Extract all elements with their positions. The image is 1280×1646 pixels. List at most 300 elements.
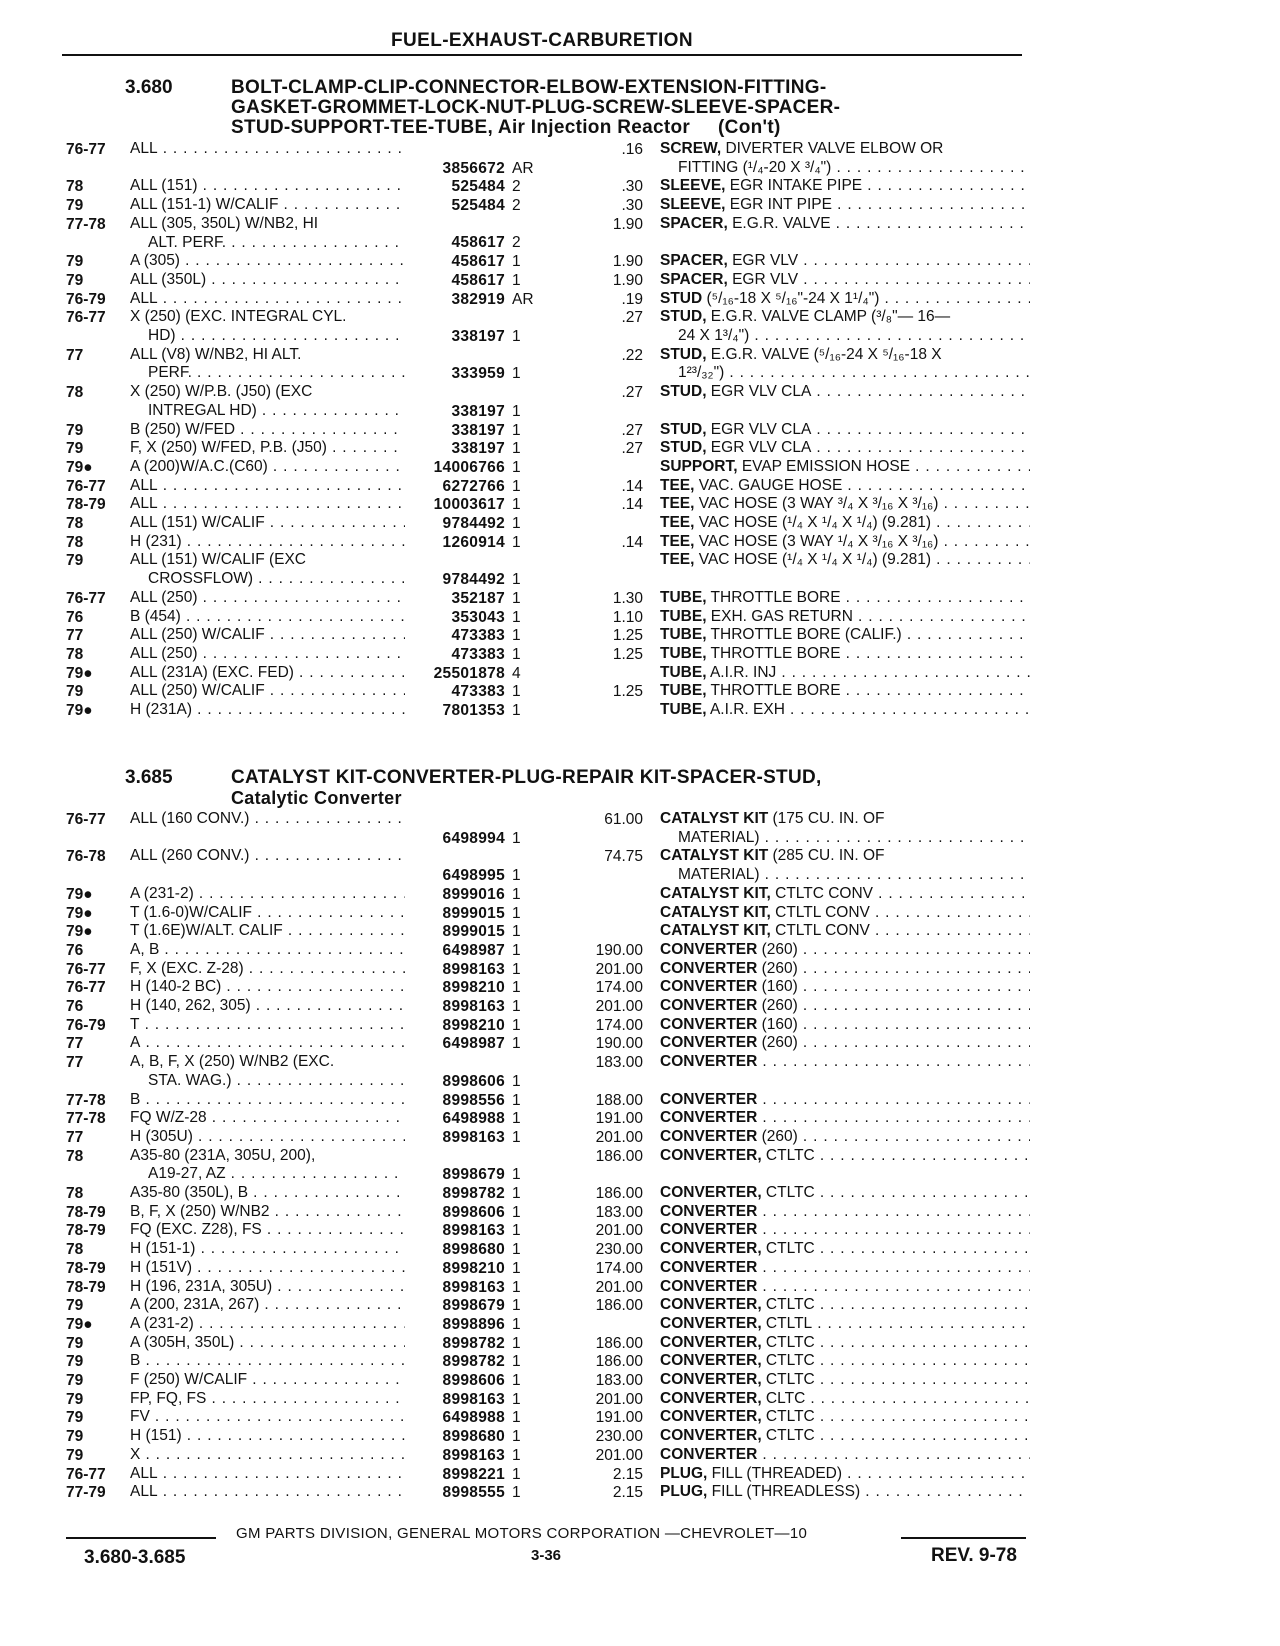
- description-cell: [660, 960, 1030, 979]
- description-text: CTLTL: [761, 1314, 813, 1332]
- application-cell: [130, 1408, 405, 1427]
- application-line: A (231-2) . . .: [130, 1315, 405, 1334]
- description-cell: [660, 458, 1030, 477]
- table-row: [0, 1278, 1280, 1297]
- quantity-cell: 1: [512, 1259, 521, 1277]
- application-cell: [130, 1147, 405, 1184]
- application-line: F, X (EXC. Z-28) . . .: [130, 960, 405, 979]
- price-cell: 1.25: [612, 627, 643, 645]
- model-year-cell: 76-78: [66, 848, 106, 866]
- description-cell: [660, 664, 1030, 683]
- application-line: X (250) W/P.B. (J50) (EXC: [130, 383, 313, 401]
- quantity-cell: 1: [512, 1465, 521, 1483]
- description-text: (160): [757, 1015, 798, 1033]
- application-cell: [130, 645, 405, 664]
- model-year-cell: 79: [66, 197, 84, 215]
- application-cell: [130, 997, 405, 1016]
- table-row: [0, 383, 1280, 420]
- description-keyword: STUD,: [660, 420, 707, 438]
- table-row: [0, 1203, 1280, 1222]
- price-cell: 201.00: [595, 1222, 643, 1240]
- part-number-cell: 8998606: [442, 1372, 505, 1389]
- quantity-cell: 1: [512, 1091, 521, 1109]
- description-keyword: CONVERTER,: [660, 1371, 762, 1388]
- description-keyword: CONVERTER,: [660, 1296, 762, 1314]
- description-keyword: TEE,: [660, 495, 695, 513]
- application-cell: [130, 533, 405, 552]
- application-cell: [130, 922, 405, 941]
- description-text: E.G.R. VALVE CLAMP (³/₈"— 16—: [706, 308, 951, 326]
- price-cell: 183.00: [595, 1203, 643, 1221]
- price-cell: 201.00: [595, 960, 643, 978]
- table-row: [0, 1240, 1280, 1259]
- description-keyword: STUD,: [660, 308, 707, 326]
- quantity-cell: 1: [512, 1353, 521, 1371]
- description-keyword: TUBE,: [660, 607, 707, 625]
- description-text: (260): [757, 997, 798, 1014]
- application-cell: [130, 1483, 405, 1502]
- description-keyword: TUBE,: [660, 588, 707, 606]
- model-year-cell: 78-79: [66, 496, 106, 514]
- description-keyword: TUBE,: [660, 682, 707, 700]
- quantity-cell: 4: [512, 664, 521, 682]
- application-line: ALL (151) . . .: [130, 177, 405, 196]
- section-title-line: CATALYST KIT-CONVERTER-PLUG-REPAIR KIT-SPACER-STUD,: [231, 767, 822, 788]
- description-cell: [660, 978, 1030, 997]
- part-number-cell: 8998163: [442, 1222, 505, 1240]
- continued-label: (Con't): [718, 117, 781, 138]
- application-line: STA. WAG.) . . .: [130, 1072, 405, 1091]
- model-year-cell: 78-79: [66, 1203, 106, 1221]
- application-line: H (151) . . .: [130, 1427, 405, 1446]
- application-line: A, B, F, X (250) W/NB2 (EXC.: [130, 1053, 335, 1071]
- table-row: [0, 941, 1280, 960]
- description-text: DIVERTER VALVE ELBOW OR: [721, 140, 944, 157]
- application-line: ALT. PERF. . . .: [130, 234, 405, 253]
- model-year-cell: 78: [66, 515, 84, 532]
- quantity-cell: 1: [512, 271, 521, 289]
- table-row: [0, 1334, 1280, 1353]
- model-year-cell: 79: [66, 1334, 84, 1352]
- table-row: [0, 215, 1280, 252]
- quantity-cell: 1: [512, 702, 521, 719]
- description-cell: [660, 1465, 1030, 1484]
- description-text: EGR VLV: [727, 270, 799, 288]
- model-year-cell: 79: [66, 1297, 84, 1315]
- model-year-cell: 78-79: [66, 1222, 106, 1240]
- quantity-cell: 1: [512, 1372, 521, 1389]
- application-cell: [130, 1034, 405, 1053]
- model-year-cell: 79●: [66, 923, 93, 941]
- application-cell: [130, 1390, 405, 1409]
- model-year-cell: 77: [66, 1054, 84, 1072]
- application-line: ALL (250) W/CALIF . . .: [130, 682, 405, 701]
- application-cell: [130, 346, 405, 383]
- application-line: ALL . . .: [130, 1483, 405, 1502]
- description-keyword: CONVERTER,: [660, 1389, 762, 1407]
- description-keyword: TEE,: [660, 551, 695, 569]
- part-number-cell: 8998163: [442, 1390, 505, 1408]
- application-line: ALL (151-1) W/CALIF . . .: [130, 196, 405, 215]
- description-keyword: CONVERTER: [660, 1445, 758, 1463]
- table-row: [0, 551, 1280, 588]
- description-text: CTLTC: [761, 1333, 815, 1351]
- application-line: A (231-2) . . .: [130, 885, 405, 904]
- model-year-cell: 76-77: [66, 979, 106, 997]
- parts-table-3680: [0, 140, 1280, 720]
- description-cell: [660, 514, 1030, 533]
- part-number-cell: 8998896: [442, 1315, 505, 1333]
- table-row: [0, 922, 1280, 941]
- description-cell: [660, 290, 1030, 309]
- application-line: ALL . . .: [130, 495, 405, 514]
- table-row: [0, 1221, 1280, 1240]
- description-cell: [660, 997, 1030, 1016]
- description-text: EGR VLV: [727, 252, 799, 270]
- price-cell: 186.00: [595, 1185, 643, 1202]
- application-line: ALL (151) W/CALIF . . .: [130, 514, 405, 533]
- application-cell: [130, 1053, 405, 1090]
- price-cell: 183.00: [595, 1054, 643, 1072]
- part-number-cell: 8998679: [442, 1166, 505, 1184]
- quantity-cell: 1: [512, 683, 521, 701]
- section-subtitle: Catalytic Converter: [231, 788, 402, 808]
- description-text: FITTING (¹/₄-20 X ³/₄") . . .: [660, 159, 1030, 178]
- model-year-cell: 77-78: [66, 1110, 106, 1128]
- application-line: FQ W/Z-28 . . .: [130, 1109, 405, 1128]
- table-row: [0, 177, 1280, 196]
- description-keyword: CATALYST KIT,: [660, 884, 771, 902]
- price-cell: .16: [621, 141, 643, 158]
- description-cell: [660, 1315, 1030, 1334]
- description-keyword: TUBE,: [660, 701, 707, 718]
- application-cell: [130, 589, 405, 608]
- quantity-cell: 1: [512, 608, 521, 626]
- price-cell: 74.75: [604, 848, 643, 866]
- description-cell: [660, 1053, 1030, 1072]
- application-cell: [130, 1259, 405, 1278]
- part-number-cell: 10003617: [433, 496, 505, 514]
- description-text: EGR INTAKE PIPE: [725, 177, 863, 195]
- part-number-cell: 9784492: [442, 571, 505, 589]
- model-year-cell: 79: [66, 421, 84, 439]
- description-keyword: SLEEVE,: [660, 196, 726, 214]
- description-text: 24 X 1³/₄") . . .: [660, 327, 1030, 346]
- table-row: [0, 1147, 1280, 1184]
- part-number-cell: 353043: [451, 608, 505, 626]
- description-keyword: TUBE,: [660, 663, 707, 681]
- quantity-cell: 1: [512, 1035, 521, 1053]
- application-line: ALL (250) . . .: [130, 589, 405, 608]
- table-row: [0, 1427, 1280, 1446]
- table-row: [0, 1352, 1280, 1371]
- model-year-cell: 77: [66, 1035, 84, 1053]
- page-title: FUEL-EXHAUST-CARBURETION: [391, 30, 693, 51]
- application-line: FQ (EXC. Z28), FS . . .: [130, 1221, 405, 1240]
- model-year-cell: 76-77: [66, 960, 106, 978]
- description-keyword: CATALYST KIT: [660, 847, 769, 865]
- description-cell: [660, 1091, 1030, 1110]
- model-year-cell: 76-77: [66, 589, 106, 607]
- model-year-cell: 77: [66, 627, 84, 645]
- model-year-cell: 76-77: [66, 141, 106, 158]
- description-text: (285 CU. IN. OF: [768, 847, 885, 865]
- description-keyword: CONVERTER: [660, 959, 758, 977]
- application-line: H (151-1) . . .: [130, 1240, 405, 1259]
- application-line: H (231) . . .: [130, 533, 405, 552]
- description-cell: [660, 1446, 1030, 1465]
- model-year-cell: 76-77: [66, 811, 106, 828]
- description-cell: [660, 215, 1030, 234]
- application-line: ALL . . .: [130, 1465, 405, 1484]
- quantity-cell: 1: [512, 253, 521, 271]
- description-cell: [660, 1278, 1030, 1297]
- application-line: B . . .: [130, 1091, 405, 1110]
- table-row: [0, 701, 1280, 720]
- header-rule: [62, 54, 1022, 56]
- description-keyword: SLEEVE,: [660, 177, 726, 195]
- description-text: CTLTL CONV: [770, 922, 870, 940]
- model-year-cell: 78: [66, 1241, 84, 1259]
- price-cell: 201.00: [595, 1278, 643, 1296]
- part-number-cell: 473383: [451, 683, 505, 701]
- application-line: A (305) . . .: [130, 252, 405, 271]
- description-keyword: CONVERTER,: [660, 1146, 762, 1164]
- description-cell: [660, 1352, 1030, 1371]
- quantity-cell: 1: [512, 458, 521, 476]
- description-text: (260): [757, 940, 798, 958]
- description-keyword: CONVERTER: [660, 940, 758, 958]
- quantity-cell: 1: [512, 1241, 521, 1259]
- description-text: EGR INT PIPE: [725, 196, 832, 214]
- table-row: [0, 196, 1280, 215]
- table-row: [0, 847, 1280, 884]
- part-number-cell: 8998679: [442, 1297, 505, 1315]
- application-line: H (196, 231A, 305U) . . .: [130, 1278, 405, 1297]
- part-number-cell: 3856672: [442, 159, 505, 177]
- description-keyword: CONVERTER,: [660, 1240, 762, 1258]
- description-text: CTLTC: [761, 1296, 815, 1314]
- footer-section-range: 3.680-3.685: [84, 1547, 186, 1568]
- section-title-line: BOLT-CLAMP-CLIP-CONNECTOR-ELBOW-EXTENSION-FITTING-: [231, 77, 827, 98]
- model-year-cell: 78: [66, 178, 84, 196]
- application-cell: [130, 1427, 405, 1446]
- price-cell: 190.00: [595, 941, 643, 959]
- application-cell: [130, 196, 405, 215]
- quantity-cell: 1: [512, 402, 521, 420]
- table-row: [0, 1053, 1280, 1090]
- part-number-cell: 14006766: [433, 458, 505, 476]
- application-cell: [130, 885, 405, 904]
- application-cell: [130, 1184, 405, 1203]
- price-cell: 230.00: [595, 1428, 643, 1446]
- description-cell: [660, 140, 1030, 177]
- part-number-cell: 8998606: [442, 1072, 505, 1090]
- application-line: H (151V) . . .: [130, 1259, 405, 1278]
- model-year-cell: 78: [66, 533, 84, 551]
- application-cell: [130, 1128, 405, 1147]
- application-cell: [130, 271, 405, 290]
- quantity-cell: 1: [512, 998, 521, 1015]
- description-keyword: SPACER,: [660, 214, 728, 232]
- description-cell: [660, 1240, 1030, 1259]
- model-year-cell: 79: [66, 1372, 84, 1389]
- quantity-cell: 1: [512, 979, 521, 997]
- description-text: CTLTC: [761, 1184, 815, 1201]
- description-text: CTLTC: [761, 1427, 815, 1445]
- price-cell: 174.00: [595, 1259, 643, 1277]
- quantity-cell: 1: [512, 1409, 521, 1427]
- model-year-cell: 78: [66, 1185, 84, 1202]
- quantity-cell: 1: [512, 589, 521, 607]
- part-number-cell: 8998555: [442, 1484, 505, 1502]
- table-row: [0, 645, 1280, 664]
- part-number-cell: 338197: [451, 402, 505, 420]
- table-row: [0, 1315, 1280, 1334]
- quantity-cell: 1: [512, 885, 521, 903]
- model-year-cell: 76: [66, 998, 84, 1015]
- description-keyword: CONVERTER: [660, 1053, 758, 1071]
- model-year-cell: 79●: [66, 1315, 93, 1333]
- application-line: H (231A) . . .: [130, 701, 405, 720]
- application-cell: [130, 439, 405, 458]
- model-year-cell: 77-78: [66, 215, 106, 233]
- application-line: ALL (151) W/CALIF (EXC: [130, 551, 307, 569]
- table-row: [0, 477, 1280, 496]
- price-cell: .14: [621, 496, 643, 514]
- quantity-cell: 1: [512, 1315, 521, 1333]
- application-line: ALL (305, 350L) W/NB2, HI: [130, 214, 319, 232]
- part-number-cell: 1260914: [442, 533, 505, 551]
- description-text: THROTTLE BORE: [706, 588, 841, 606]
- description-keyword: CONVERTER: [660, 1221, 758, 1239]
- application-cell: [130, 1109, 405, 1128]
- application-cell: [130, 1016, 405, 1035]
- description-keyword: PLUG,: [660, 1464, 708, 1482]
- description-cell: [660, 196, 1030, 215]
- table-row: [0, 140, 1280, 177]
- application-cell: [130, 1091, 405, 1110]
- quantity-cell: 1: [512, 1222, 521, 1240]
- table-row: [0, 904, 1280, 923]
- description-cell: [660, 701, 1030, 720]
- price-cell: .30: [621, 178, 643, 196]
- application-line: X (250) (EXC. INTEGRAL CYL.: [130, 308, 347, 326]
- part-number-cell: 8998163: [442, 1446, 505, 1464]
- part-number-cell: 382919: [451, 290, 505, 308]
- table-row: [0, 1091, 1280, 1110]
- model-year-cell: 79: [66, 1428, 84, 1446]
- description-cell: [660, 439, 1030, 458]
- part-number-cell: 352187: [451, 589, 505, 607]
- description-keyword: TEE,: [660, 476, 695, 494]
- application-cell: [130, 458, 405, 477]
- description-text: EVAP EMISSION HOSE: [737, 457, 911, 475]
- quantity-cell: 1: [512, 477, 521, 495]
- description-cell: [660, 1016, 1030, 1035]
- description-text: A.I.R. EXH: [706, 701, 785, 718]
- model-year-cell: 79●: [66, 702, 93, 719]
- description-keyword: STUD,: [660, 345, 707, 363]
- description-cell: [660, 1221, 1030, 1240]
- parts-table-3685: [0, 810, 1280, 1502]
- table-row: [0, 458, 1280, 477]
- part-number-cell: 7801353: [442, 702, 505, 719]
- description-keyword: CONVERTER: [660, 978, 758, 996]
- description-text: (260): [757, 959, 798, 977]
- model-year-cell: 79●: [66, 458, 93, 476]
- section-title-line: GASKET-GROMMET-LOCK-NUT-PLUG-SCREW-SLEEVE-SPACER-: [231, 97, 841, 118]
- description-text: CTLTC: [761, 1146, 815, 1164]
- quantity-cell: 1: [512, 645, 521, 663]
- application-line: HD) . . .: [130, 327, 405, 346]
- part-number-cell: 6498988: [442, 1110, 505, 1128]
- description-text: (⁵/₁₆-18 X ⁵/₁₆"-24 X 1¹/₄"): [702, 289, 880, 307]
- part-number-cell: 8998210: [442, 1259, 505, 1277]
- quantity-cell: 1: [512, 627, 521, 645]
- part-number-cell: 8998782: [442, 1353, 505, 1371]
- application-cell: [130, 1221, 405, 1240]
- part-number-cell: 6498987: [442, 1035, 505, 1053]
- table-row: [0, 533, 1280, 552]
- description-text: 1²³/₃₂") . . .: [660, 364, 1030, 383]
- description-keyword: CATALYST KIT,: [660, 922, 771, 940]
- description-cell: [660, 495, 1030, 514]
- part-number-cell: 8998163: [442, 960, 505, 978]
- application-cell: [130, 847, 405, 866]
- description-text: VAC HOSE (¹/₄ X ¹/₄ X ¹/₄) (9.281): [694, 551, 932, 569]
- price-cell: 1.25: [612, 683, 643, 701]
- price-cell: 174.00: [595, 979, 643, 997]
- description-cell: [660, 477, 1030, 496]
- quantity-cell: 1: [512, 829, 521, 847]
- price-cell: .27: [621, 440, 643, 458]
- application-line: T (1.6-0)W/CALIF . . .: [130, 904, 405, 923]
- quantity-cell: 2: [512, 197, 521, 215]
- table-row: [0, 271, 1280, 290]
- part-number-cell: 338197: [451, 421, 505, 439]
- description-keyword: SPACER,: [660, 252, 728, 270]
- price-cell: 1.25: [612, 645, 643, 663]
- description-cell: [660, 346, 1030, 383]
- description-text: (175 CU. IN. OF: [768, 810, 885, 827]
- price-cell: .19: [621, 290, 643, 308]
- table-row: [0, 997, 1280, 1016]
- application-cell: [130, 1240, 405, 1259]
- model-year-cell: 78: [66, 1147, 84, 1165]
- application-line: B . . .: [130, 1352, 405, 1371]
- description-keyword: CONVERTER: [660, 1109, 758, 1127]
- part-number-cell: 525484: [451, 178, 505, 196]
- part-number-cell: 8998782: [442, 1334, 505, 1352]
- application-line: PERF. . . .: [130, 364, 405, 383]
- part-number-cell: 8998556: [442, 1091, 505, 1109]
- application-line: ALL (160 CONV.) . . .: [130, 810, 405, 829]
- application-cell: [130, 290, 405, 309]
- description-text: (260): [757, 1034, 798, 1052]
- description-keyword: CONVERTER: [660, 1127, 758, 1145]
- table-row: [0, 1390, 1280, 1409]
- application-line: ALL (231A) (EXC. FED) . . .: [130, 664, 405, 683]
- table-row: [0, 1109, 1280, 1128]
- description-cell: [660, 608, 1030, 627]
- model-year-cell: 77: [66, 346, 84, 364]
- application-cell: [130, 383, 405, 420]
- quantity-cell: 1: [512, 1390, 521, 1408]
- description-text: A.I.R. INJ: [706, 663, 777, 681]
- description-text: THROTTLE BORE: [706, 644, 841, 662]
- application-line: ALL . . .: [130, 290, 405, 309]
